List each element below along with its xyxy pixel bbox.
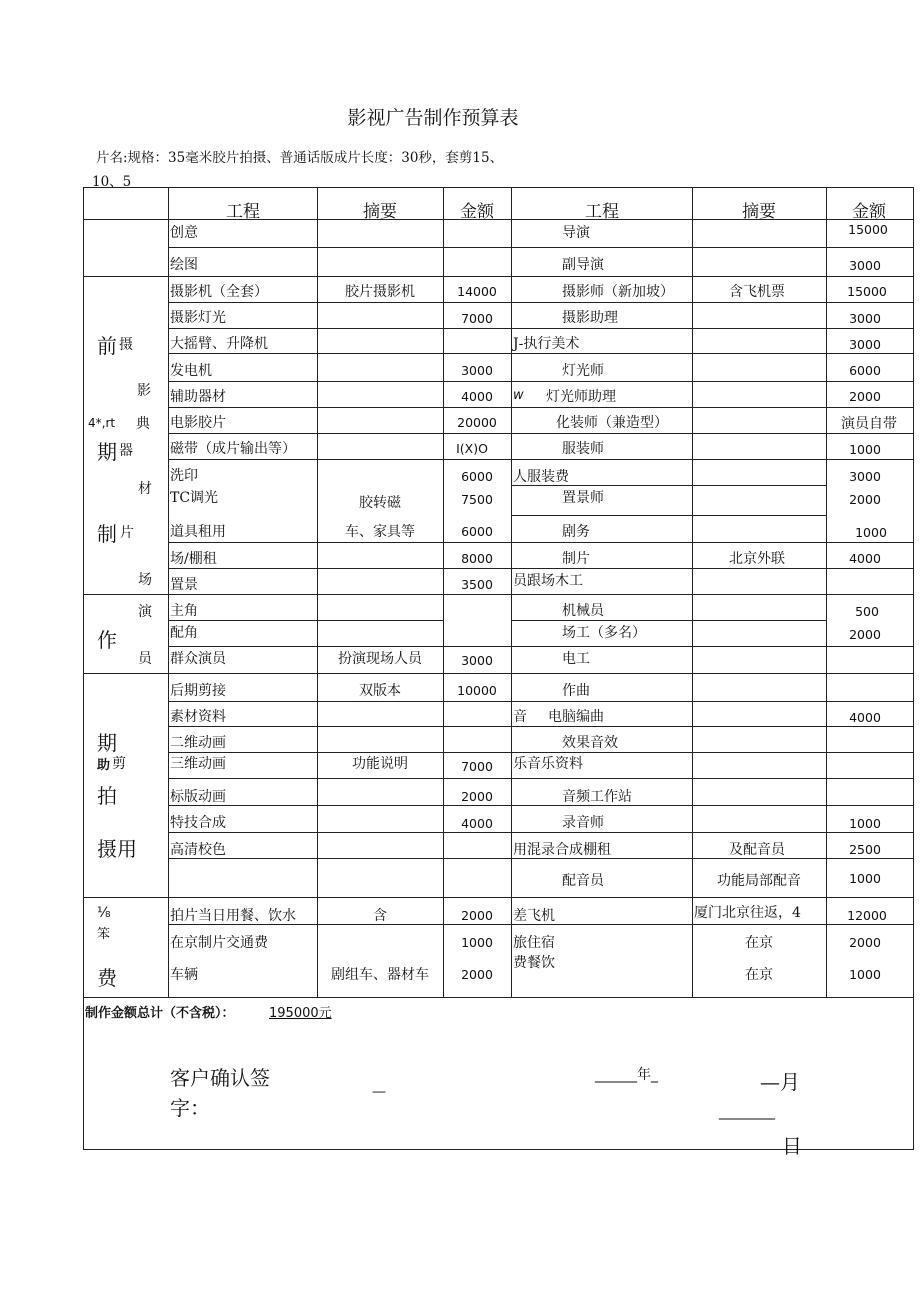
- section-label: 剪: [112, 756, 126, 772]
- cell-project: 机械员: [562, 603, 604, 619]
- cell-amount: 7500: [461, 492, 493, 507]
- cell-project: 配角: [170, 625, 198, 641]
- day-field: 日: [782, 1134, 802, 1158]
- cell-amount: 1000: [461, 935, 493, 950]
- year-field: ______年_: [595, 1067, 658, 1083]
- cell-summary: 剧组车、器材车: [331, 967, 429, 983]
- cell-summary: 在京: [745, 967, 773, 983]
- cell-amount: 1000: [849, 442, 881, 457]
- cell-project: 素材资料: [170, 709, 226, 725]
- cell-project: 主角: [170, 603, 198, 619]
- cell-summary: 车、家具等: [345, 524, 415, 540]
- cell-project: 作曲: [562, 683, 590, 699]
- cell-amount: 4000: [849, 710, 881, 725]
- signature-line: —: [372, 1084, 386, 1100]
- section-label: ⅛: [97, 905, 111, 921]
- cell-project: 磁带（成片输出等）: [170, 441, 296, 457]
- cell-amount: 6000: [461, 524, 493, 539]
- cell-project: 三维动画: [170, 756, 226, 772]
- section-label: 演: [138, 604, 152, 620]
- section-label: 助: [97, 758, 111, 773]
- cell-amount: 1000: [849, 871, 881, 886]
- cell-amount: 2000: [461, 908, 493, 923]
- section-label: 期: [97, 731, 117, 755]
- cell-amount: 1000: [849, 967, 881, 982]
- cell-project: 人服装费: [513, 469, 569, 485]
- cell-amount: 2000: [461, 967, 493, 982]
- cell-project: 化装师（兼造型）: [556, 415, 668, 431]
- cell-project: 在京制片交通费: [170, 935, 268, 951]
- cell-project: 辅助器材: [170, 389, 226, 405]
- section-label: 前: [97, 334, 117, 358]
- month-field: —月: [760, 1070, 800, 1094]
- cell-project: 置景师: [562, 490, 604, 506]
- cell-project: 用混录合成棚租: [513, 842, 611, 858]
- cell-amount: 3000: [461, 363, 493, 378]
- cell-project: 摄影机（全套）: [170, 284, 268, 300]
- cell-project: 场工（多名）: [562, 625, 646, 641]
- cell-amount: 3000: [461, 653, 493, 668]
- cell-project: 置景: [170, 577, 198, 593]
- cell-project: 洗印: [170, 468, 198, 484]
- cell-project: 特技合成: [170, 815, 226, 831]
- cell-amount: 12000: [847, 908, 887, 923]
- section-label: 摄: [119, 337, 133, 353]
- cell-summary: 厦门北京往返，4: [694, 905, 801, 921]
- cell-project: J-执行美术: [513, 336, 580, 352]
- total-label: 制作金额总计（不含税）：: [85, 1006, 235, 1021]
- sign-label-2: 字：: [170, 1096, 210, 1120]
- cell-project: 音频工作站: [562, 789, 632, 805]
- cell-amount: 4000: [849, 551, 881, 566]
- header-summary-left: 摘要: [363, 202, 397, 222]
- cell-amount: 4000: [461, 816, 493, 831]
- cell-project: 灯光师: [562, 363, 604, 379]
- total-value: 195000元: [269, 1006, 332, 1021]
- cell-project: 标版动画: [170, 789, 226, 805]
- cell-summary: 含: [373, 908, 387, 924]
- cell-project: 创意: [170, 225, 198, 241]
- cell-project: 音: [513, 709, 527, 725]
- sign-label: 客户确认签: [170, 1066, 270, 1090]
- cell-amount: I(X)O: [456, 441, 488, 456]
- cell-summary: 扮演现场人员: [338, 651, 422, 667]
- cell-project: 制片: [562, 551, 590, 567]
- section-label: 员: [138, 651, 152, 667]
- cell-amount: 14000: [457, 284, 497, 299]
- cell-project: 场/棚租: [170, 551, 217, 567]
- section-label: 影: [137, 383, 151, 399]
- section-label: 摄用: [97, 837, 137, 861]
- cell-project: 电工: [562, 651, 590, 667]
- section-label: 片: [120, 525, 134, 541]
- cell-project: 发电机: [170, 363, 212, 379]
- cell-amount: 2000: [461, 789, 493, 804]
- cell-amount: 3000: [849, 337, 881, 352]
- cell-amount: 3500: [461, 577, 493, 592]
- cell-summary: 北京外联: [729, 551, 785, 567]
- cell-summary: 功能说明: [352, 756, 408, 772]
- cell-project-mark: w: [513, 388, 524, 403]
- cell-project: 录音师: [562, 815, 604, 831]
- cell-project: 拍片当日用餐、饮水: [170, 908, 296, 924]
- cell-project: 高清校色: [170, 842, 226, 858]
- cell-amount: 2000: [849, 492, 881, 507]
- cell-amount: 2000: [849, 935, 881, 950]
- cell-amount: 15000: [848, 222, 888, 237]
- cell-summary: 胶片摄影机: [345, 284, 415, 300]
- cell-summary: 双版本: [359, 683, 401, 699]
- cell-project: 摄影灯光: [170, 310, 226, 326]
- section-label: 典: [136, 416, 150, 432]
- cell-amount: 8000: [461, 551, 493, 566]
- cell-project: 电脑编曲: [548, 709, 604, 725]
- header-project-left: 工程: [226, 202, 260, 222]
- cell-project: 旅住宿: [513, 935, 555, 951]
- cell-amount: 3000: [849, 469, 881, 484]
- cell-project: 费餐饮: [513, 955, 555, 971]
- cell-project: 群众演员: [170, 651, 226, 667]
- cell-amount: 15000: [847, 284, 887, 299]
- cell-amount: 6000: [461, 469, 493, 484]
- section-label: 材: [138, 481, 152, 497]
- header-amount-right: 金额: [852, 202, 886, 222]
- cell-project: 效果音效: [562, 735, 618, 751]
- cell-project: 乐音乐资料: [513, 756, 583, 772]
- spec-line-2: 10、5: [92, 174, 132, 190]
- section-label: 费: [97, 966, 117, 990]
- cell-summary: 在京: [745, 935, 773, 951]
- cell-amount: 3000: [849, 258, 881, 273]
- section-label: 场: [138, 572, 152, 588]
- cell-project: 配音员: [562, 873, 604, 889]
- header-project-right: 工程: [585, 202, 619, 222]
- section-label: 制: [97, 522, 117, 546]
- cell-amount: 1000: [855, 525, 887, 540]
- cell-project: 员跟场木工: [513, 573, 583, 589]
- header-amount-left: 金额: [460, 202, 494, 222]
- cell-project: 道具租用: [170, 524, 226, 540]
- day-underline: ________: [719, 1104, 775, 1120]
- cell-project: 剧务: [562, 524, 590, 540]
- page-title: 影视广告制作预算表: [347, 107, 519, 129]
- section-label: 期: [97, 440, 117, 464]
- section-label: 作: [97, 628, 117, 652]
- section-label: 笨: [97, 927, 111, 942]
- cell-amount: 4000: [461, 389, 493, 404]
- cell-project: 大摇臂、升降机: [170, 336, 268, 352]
- section-label: 4*‚rt: [88, 416, 116, 430]
- cell-project: 服装师: [562, 441, 604, 457]
- cell-amount: 7000: [461, 759, 493, 774]
- cell-amount: 2000: [849, 627, 881, 642]
- cell-amount: 2500: [849, 842, 881, 857]
- cell-amount: 1000: [849, 816, 881, 831]
- section-label: 拍: [97, 784, 117, 808]
- cell-amount: 500: [855, 604, 879, 619]
- header-summary-right: 摘要: [742, 202, 776, 222]
- cell-project: 车辆: [170, 967, 198, 983]
- cell-project: 导演: [562, 225, 590, 241]
- cell-summary: 胶转磁: [359, 495, 401, 511]
- cell-summary: 含飞机票: [729, 284, 785, 300]
- cell-project: 副导演: [562, 257, 604, 273]
- cell-project: 摄影师（新加坡）: [562, 284, 674, 300]
- section-label: 器: [119, 443, 133, 459]
- cell-project: 电影胶片: [170, 415, 226, 431]
- cell-project: 摄影助理: [562, 310, 618, 326]
- cell-amount: 2000: [849, 389, 881, 404]
- cell-project: 二维动画: [170, 735, 226, 751]
- cell-amount: 3000: [849, 311, 881, 326]
- cell-amount: 10000: [457, 683, 497, 698]
- cell-project: TC调光: [170, 490, 219, 506]
- cell-project: 绘图: [170, 257, 198, 273]
- cell-project: 灯光师助理: [546, 389, 616, 405]
- cell-amount: 20000: [457, 415, 497, 430]
- cell-amount: 7000: [461, 311, 493, 326]
- cell-project: 后期剪接: [170, 683, 226, 699]
- cell-amount: 6000: [849, 363, 881, 378]
- cell-summary: 及配音员: [729, 842, 785, 858]
- cell-summary: 功能局部配音: [717, 873, 801, 889]
- cell-amount: 演员自带: [841, 416, 897, 432]
- spec-line-1: 片名:规格：35毫米胶片拍摄、普通话版成片长度：30秒，套剪15、: [96, 150, 504, 166]
- cell-project: 差飞机: [513, 908, 555, 924]
